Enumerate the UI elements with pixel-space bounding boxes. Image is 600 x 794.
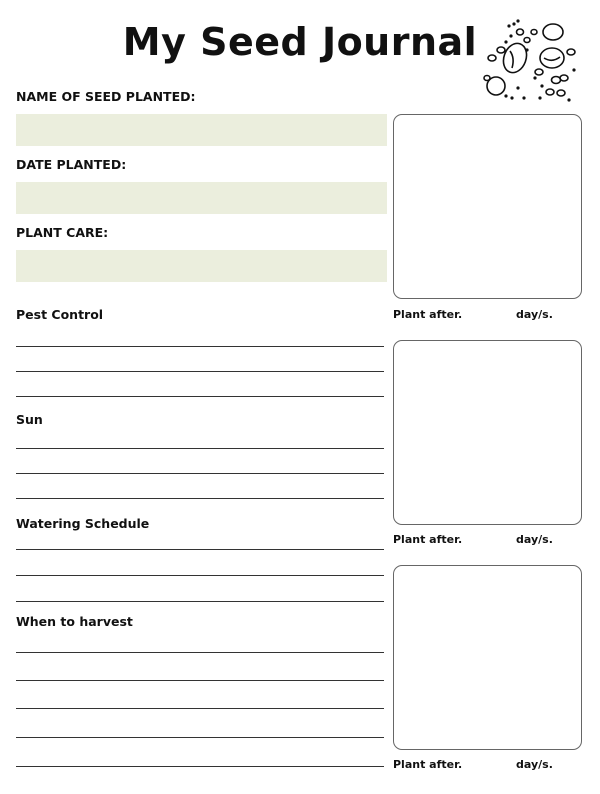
- sun-line-3[interactable]: [16, 498, 384, 499]
- photo-3-caption-suffix: day/s.: [516, 758, 553, 771]
- sun-line-2[interactable]: [16, 473, 384, 474]
- watering-heading: Watering Schedule: [16, 516, 150, 531]
- seed-name-field[interactable]: [16, 114, 387, 146]
- harvest-line-3[interactable]: [16, 708, 384, 709]
- photo-box-3[interactable]: [393, 565, 582, 750]
- watering-line-3[interactable]: [16, 601, 384, 602]
- harvest-heading: When to harvest: [16, 614, 133, 629]
- watering-line-2[interactable]: [16, 575, 384, 576]
- plant-care-label: PLANT CARE:: [16, 225, 109, 240]
- pest-control-line-2[interactable]: [16, 371, 384, 372]
- harvest-line-5[interactable]: [16, 766, 384, 767]
- harvest-line-4[interactable]: [16, 737, 384, 738]
- seed-name-label: NAME OF SEED PLANTED:: [16, 89, 196, 104]
- watering-line-1[interactable]: [16, 549, 384, 550]
- seeds-illustration-icon: [482, 18, 582, 106]
- page-title: My Seed Journal: [122, 20, 478, 64]
- photo-1-caption-suffix: day/s.: [516, 308, 553, 321]
- photo-box-2[interactable]: [393, 340, 582, 525]
- photo-2-caption-prefix: Plant after.: [393, 533, 463, 546]
- harvest-line-2[interactable]: [16, 680, 384, 681]
- photo-1-caption-prefix: Plant after.: [393, 308, 463, 321]
- date-planted-field[interactable]: [16, 182, 387, 214]
- pest-control-line-3[interactable]: [16, 396, 384, 397]
- photo-2-caption-suffix: day/s.: [516, 533, 553, 546]
- date-planted-label: DATE PLANTED:: [16, 157, 127, 172]
- photo-3-caption-prefix: Plant after.: [393, 758, 463, 771]
- plant-care-field[interactable]: [16, 250, 387, 282]
- harvest-line-1[interactable]: [16, 652, 384, 653]
- pest-control-heading: Pest Control: [16, 307, 104, 322]
- pest-control-line-1[interactable]: [16, 346, 384, 347]
- sun-line-1[interactable]: [16, 448, 384, 449]
- sun-heading: Sun: [16, 412, 43, 427]
- photo-box-1[interactable]: [393, 114, 582, 299]
